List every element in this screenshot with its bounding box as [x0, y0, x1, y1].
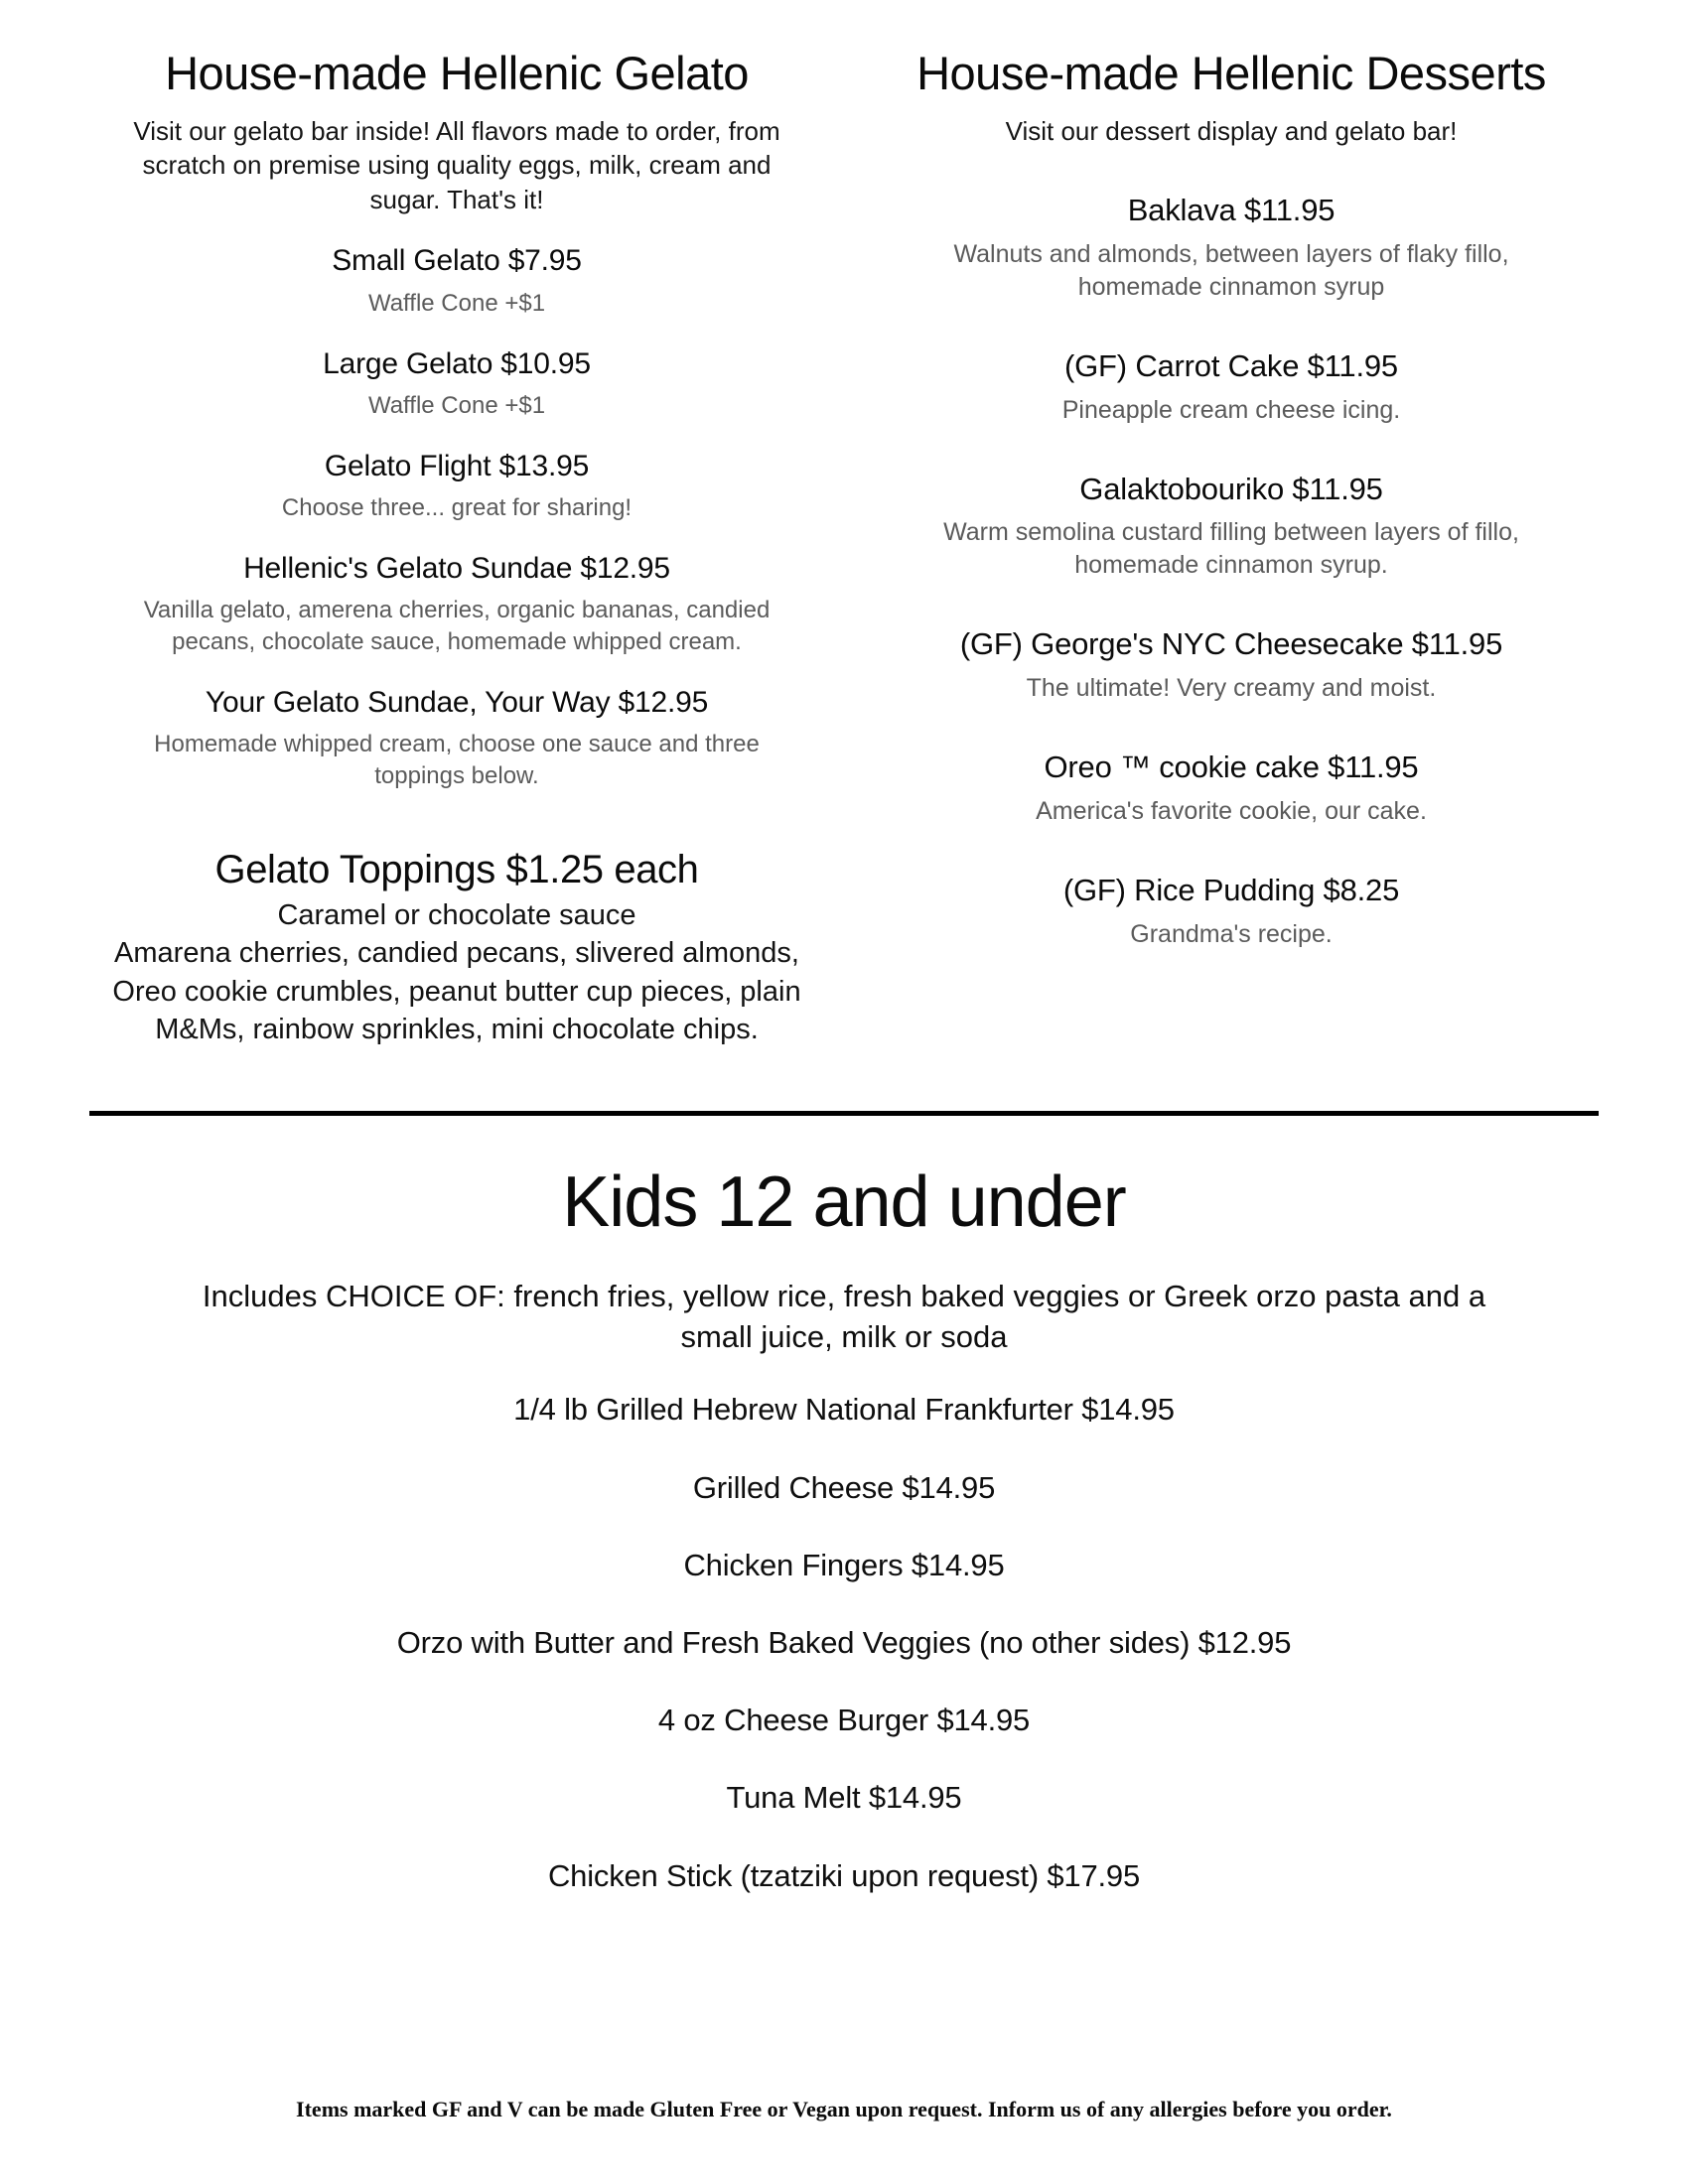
menu-item: [89, 684, 824, 792]
menu-item: [864, 347, 1599, 427]
kids-includes-note: Includes CHOICE OF: french fries, yellow rice, fresh baked veggies or Greek orzo pasta and a small juice, milk or soda: [202, 1279, 1486, 1355]
allergy-disclaimer: Items marked GF and V can be made Gluten Free or Vegan upon request. Inform us of any allergies before you order.: [296, 2097, 1392, 2121]
desserts-column: [844, 48, 1599, 951]
top-columns: [89, 0, 1599, 1049]
menu-item: [89, 550, 824, 658]
kids-menu-item: 1/4 lb Grilled Hebrew National Frankfurter $14.95: [513, 1392, 1175, 1428]
desserts-section-title: House-made Hellenic Desserts: [916, 47, 1546, 99]
menu-item-name: (GF) Rice Pudding $8.25: [1062, 872, 1400, 907]
menu-item-name: Your Gelato Sundae, Your Way $12.95: [205, 685, 709, 719]
menu-item-name: Galaktobouriko $11.95: [1079, 471, 1383, 506]
menu-item-description: The ultimate! Very creamy and moist.: [1026, 674, 1437, 703]
kids-menu-item: 4 oz Cheese Burger $14.95: [657, 1703, 1031, 1738]
menu-item: [864, 749, 1599, 828]
menu-item-name: Oreo ™ cookie cake $11.95: [1044, 750, 1419, 785]
menu-item-name: Hellenic's Gelato Sundae $12.95: [243, 551, 670, 585]
menu-item-description: America's favorite cookie, our cake.: [1036, 796, 1427, 825]
kids-section-title: Kids 12 and under: [562, 1161, 1126, 1242]
gelato-section-title: House-made Hellenic Gelato: [165, 47, 749, 99]
menu-item-description: Vanilla gelato, amerena cherries, organic bananas, candied pecans, chocolate sauce, homemade whipped cream.: [143, 597, 771, 656]
menu-item: [864, 192, 1599, 304]
menu-item-name: (GF) George's NYC Cheesecake $11.95: [959, 626, 1503, 662]
kids-menu-item: Orzo with Butter and Fresh Baked Veggies (no other sides) $12.95: [396, 1625, 1292, 1660]
kids-menu-item: Chicken Fingers $14.95: [683, 1547, 1005, 1582]
desserts-section-intro: Visit our dessert display and gelato bar!: [1005, 115, 1458, 146]
menu-item-description: Walnuts and almonds, between layers of flaky fillo, homemade cinnamon syrup: [953, 239, 1509, 301]
menu-item-description: Pineapple cream cheese icing.: [1061, 395, 1401, 424]
menu-item-description: Waffle Cone +$1: [367, 289, 546, 317]
kids-menu-item: Chicken Stick (tzatziki upon request) $17.95: [547, 1857, 1140, 1893]
menu-item-name: Baklava $11.95: [1127, 193, 1336, 228]
menu-item-description: Waffle Cone +$1: [367, 392, 546, 420]
kids-menu-item: Tuna Melt $14.95: [726, 1780, 962, 1816]
gelato-toppings-list: Amarena cherries, candied pecans, slivered almonds, Oreo cookie crumbles, peanut butter cup pieces, plain M&Ms, rainbow sprinkles, mini chocolate chips.: [112, 937, 801, 1046]
menu-item-description: Choose three... great for sharing!: [281, 494, 633, 522]
menu-item-description: Grandma's recipe.: [1130, 919, 1333, 948]
menu-item: [89, 345, 824, 422]
menu-item-name: Gelato Flight $13.95: [324, 449, 590, 482]
menu-item: [864, 872, 1599, 951]
menu-item: [864, 471, 1599, 583]
gelato-section-intro: Visit our gelato bar inside! All flavors made to order, from scratch on premise using quality eggs, milk, cream and sugar. That's it!: [133, 115, 780, 214]
gelato-toppings-sauces: Caramel or chocolate sauce: [277, 898, 636, 931]
kids-menu-item: Grilled Cheese $14.95: [692, 1469, 996, 1505]
gelato-toppings-heading: Gelato Toppings $1.25 each: [214, 847, 699, 891]
menu-item-name: (GF) Carrot Cake $11.95: [1064, 347, 1398, 383]
gelato-column: [89, 48, 844, 1049]
menu-item-description: Homemade whipped cream, choose one sauce and three toppings below.: [154, 731, 760, 789]
menu-item-description: Warm semolina custard filling between layers of fillo, homemade cinnamon syrup.: [943, 518, 1519, 580]
menu-item-name: Large Gelato $10.95: [323, 346, 591, 380]
menu-item: [89, 242, 824, 319]
menu-item: [89, 448, 824, 524]
menu-item: [864, 625, 1599, 705]
kids-section: [89, 1116, 1599, 1894]
menu-item-name: Small Gelato $7.95: [332, 244, 582, 278]
